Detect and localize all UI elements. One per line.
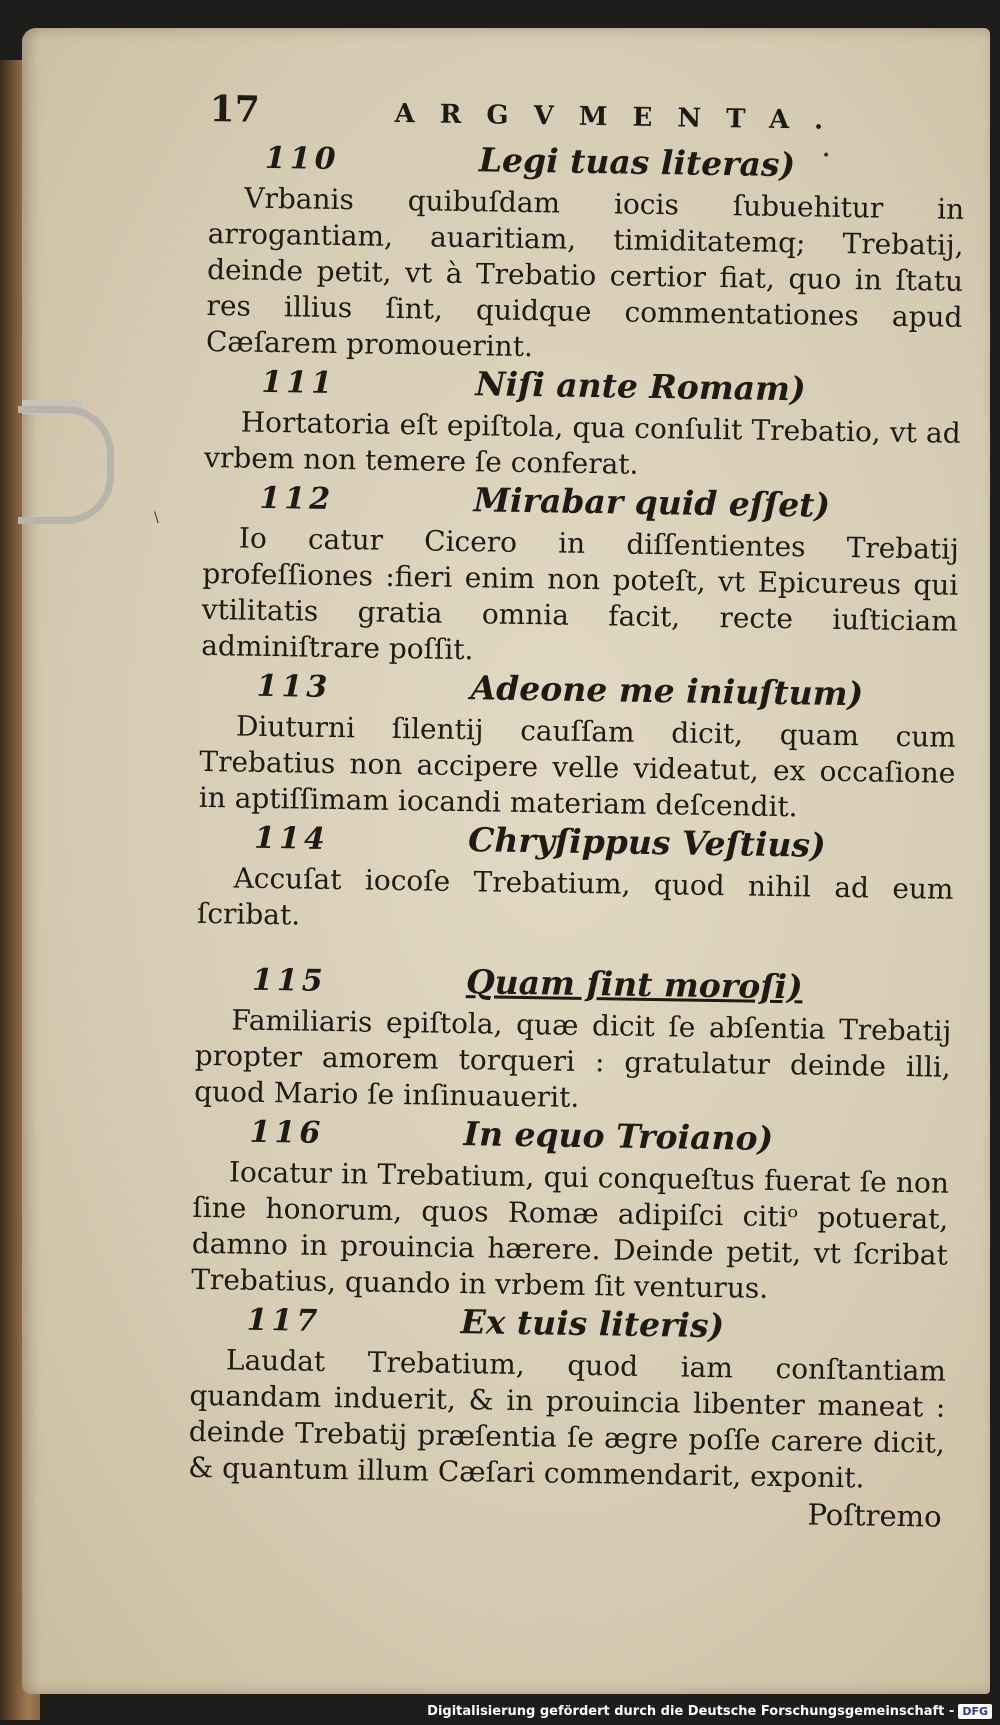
dfg-logo: DFG bbox=[958, 1704, 992, 1719]
letter-number: 110 bbox=[264, 140, 340, 178]
letter-incipit: Niſi ante Romam) bbox=[475, 364, 806, 409]
letter-number: 115 bbox=[251, 962, 327, 999]
ink-speck: • bbox=[822, 148, 831, 164]
letter-summary: Familiaris epiſtola, quæ dicit ſe abſentia Trebatij propter amorem torqueri : gratulatur deinde illi, quod Mario ſe inſinuauerit. bbox=[193, 1003, 952, 1114]
letter-summary: Laudat Trebatium, quod iam conſtantiam quandam induerit, & in prouincia libenter maneat : deinde Trebatij præſentia ſe ægre poſſe carere dicit, & quantum illum Cæſari commendarit, exponit. bbox=[188, 1343, 947, 1495]
letter-number: 113 bbox=[256, 668, 332, 705]
argument-entry bbox=[201, 476, 964, 676]
letter-incipit: Ex tuis literis) bbox=[460, 1302, 725, 1346]
letter-number: 111 bbox=[261, 364, 337, 402]
letter-number: 114 bbox=[253, 820, 330, 857]
credit-text: Digitalisierung gefördert durch die Deutsche Forschungsgemeinschaft - bbox=[427, 1704, 955, 1719]
letter-summary: Diuturni ſilentij cauſſam dicit, quam cum Trebatius non accipere velle videatut, ex occaſione in aptiſſimam iocandi materiam deſcendit. bbox=[198, 709, 957, 824]
letter-incipit: Mirabar quid eſſet) bbox=[473, 480, 831, 525]
letter-incipit: In equo Troiano) bbox=[463, 1114, 774, 1158]
folio-number: 17 bbox=[209, 88, 261, 131]
letter-incipit: Quam ſint moroſi) bbox=[465, 962, 803, 1007]
argument-entry bbox=[204, 360, 966, 488]
letter-number: 117 bbox=[246, 1302, 322, 1339]
argument-entry bbox=[197, 816, 959, 944]
argument-entry bbox=[191, 1110, 954, 1310]
letter-number: 112 bbox=[259, 480, 335, 517]
argument-entry bbox=[199, 664, 961, 828]
letter-summary: Vrbanis quibuſdam iocis ſubuehitur in arrogantiam, auaritiam, timiditatemq; Trebatij, deinde petit, vt à Trebatio certior fiat, quo in ſtatu res illius ſint, quidque commentationes apud Cæſarem promouerint. bbox=[205, 181, 965, 364]
running-head: ARGVMENTA. bbox=[394, 98, 849, 137]
ink-speck: \ bbox=[154, 510, 159, 526]
argument-entry bbox=[206, 136, 969, 372]
argument-entry bbox=[188, 1298, 951, 1498]
catchword: Poſtremo bbox=[807, 1497, 942, 1534]
letter-number: 116 bbox=[249, 1114, 325, 1151]
digitization-credit bbox=[427, 1704, 992, 1719]
letter-summary: Hortatoria eſt epiſtola, qua conſulit Trebatio, vt ad vrbem non temere ſe conferat. bbox=[203, 405, 961, 481]
letter-summary: Accuſat iocoſe Trebatium, quod nihil ad eum ſcribat. bbox=[196, 861, 954, 932]
letter-incipit: Chryſippus Veſtius) bbox=[467, 820, 826, 865]
letter-incipit: Legi tuas literas) bbox=[478, 140, 796, 185]
letter-incipit: Adeone me iniuſtum) bbox=[470, 668, 864, 714]
book-clasp bbox=[18, 406, 114, 524]
letter-summary: Io catur Cicero in diſſentientes Trebatij profeſſiones :fieri enim non poteſt, vt Epicureus qui vtilitatis gratia omnia facit, recte iuſticiam adminiſtrare poſſit. bbox=[200, 521, 960, 667]
page-text bbox=[187, 88, 969, 1534]
letter-summary: Iocatur in Trebatium, qui conqueſtus fuerat ſe non ſine honorum, quos Romæ adipiſci citiᵒ potuerat, damno in prouincia hærere. Deinde petit, vt ſcribat Trebatius, quando in vrbem ſit venturus. bbox=[191, 1155, 950, 1305]
argument-entry bbox=[194, 958, 956, 1122]
